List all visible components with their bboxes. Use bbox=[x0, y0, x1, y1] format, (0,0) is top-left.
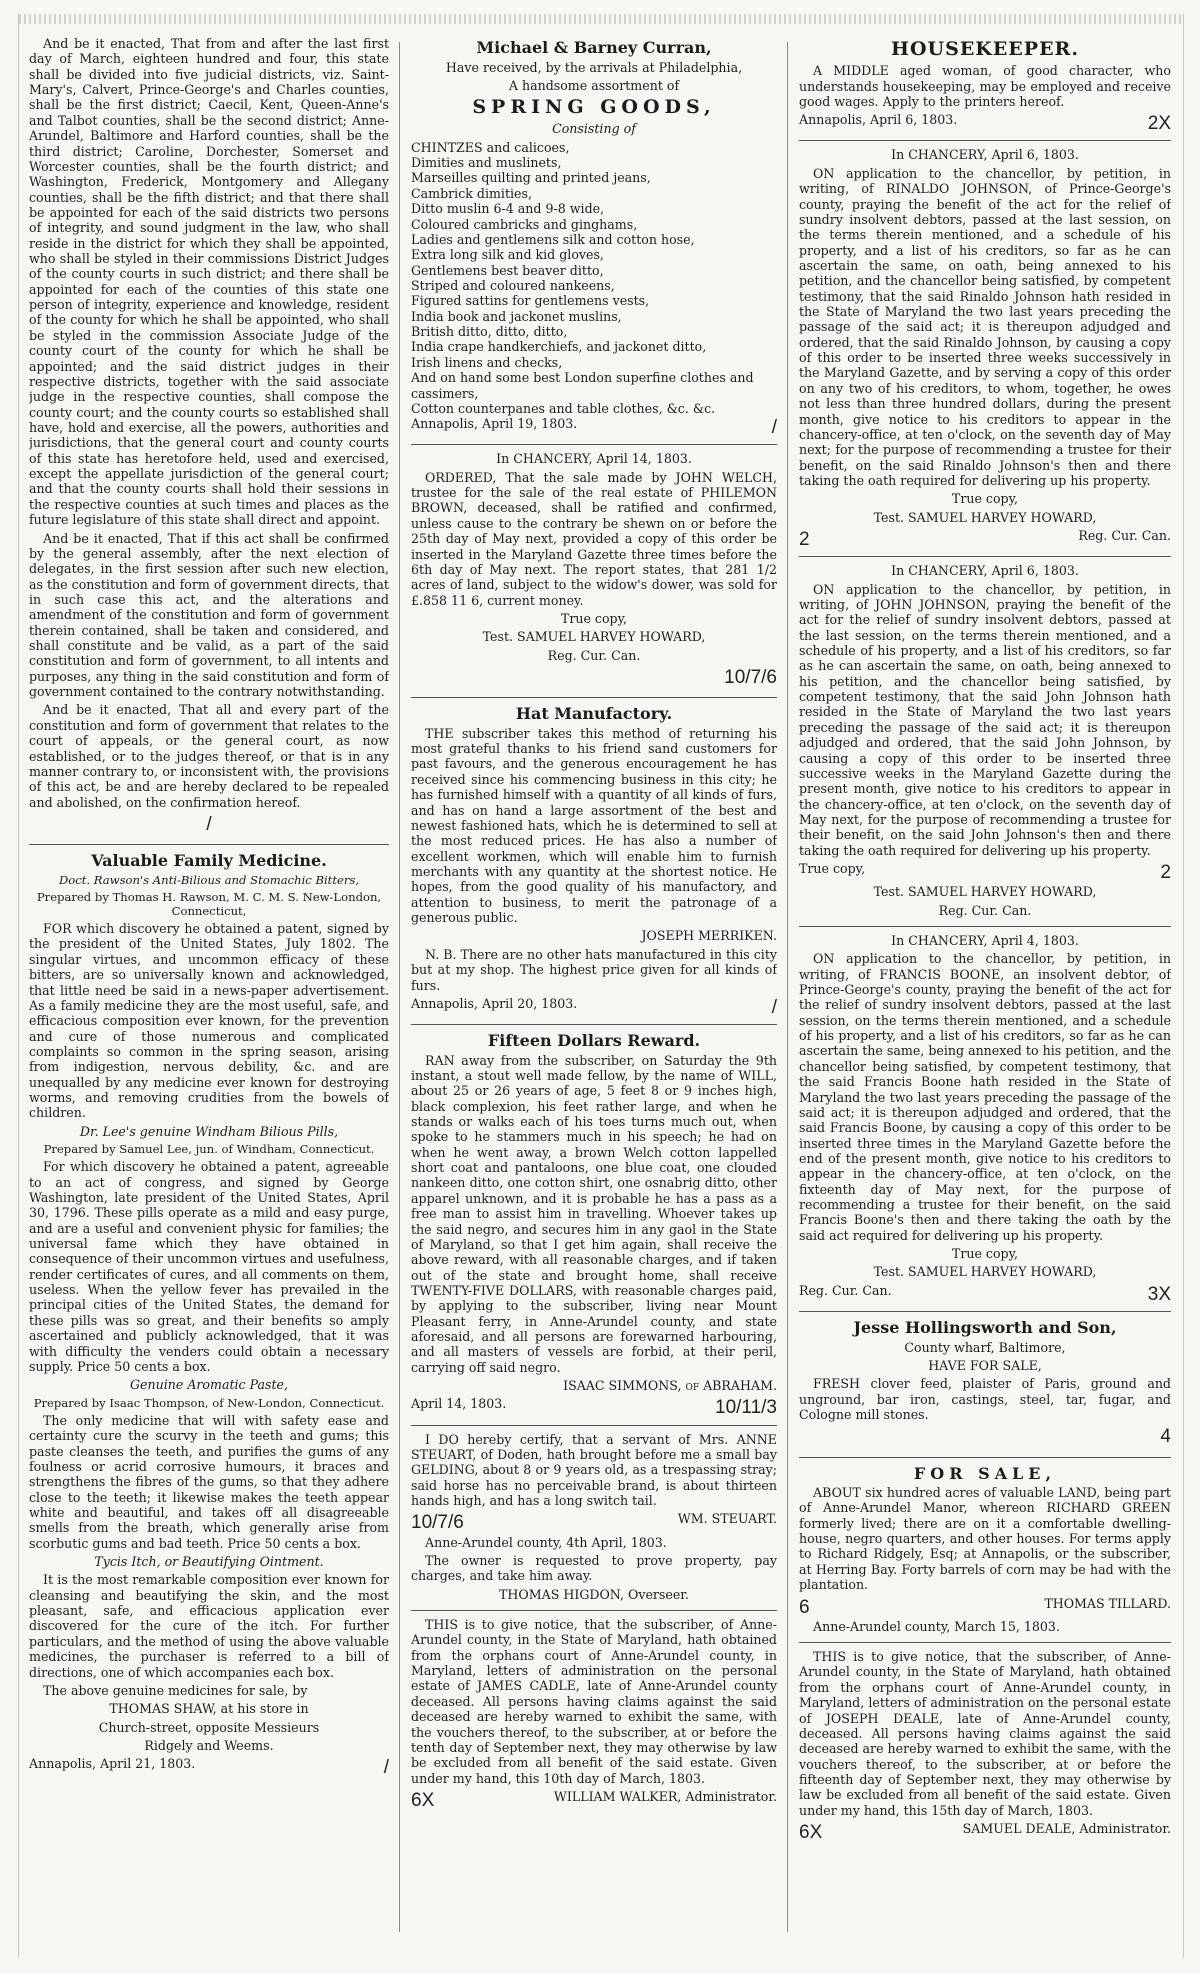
true-copy: True copy, bbox=[951, 491, 1019, 507]
goods-item: India book and jackonet muslins, bbox=[411, 308, 622, 324]
handwritten-mark: 6 bbox=[799, 1596, 810, 1618]
seller-address: Church-street, opposite Messieurs bbox=[98, 1719, 320, 1735]
handwritten-mark: 4 bbox=[1160, 1426, 1171, 1448]
steuart-sign bbox=[411, 1511, 777, 1534]
medicine-paragraph: The above genuine medicines for sale, by bbox=[43, 1682, 308, 1698]
goods-item: Extra long silk and kid gloves, bbox=[411, 247, 604, 263]
chancery-body: ON application to the chancellor, by petition, in writing, of JOHN JOHNSON, praying the benefit of the act for the relief of sundry insolvent debtors, passed at the last session, on the terms therein mentioned, and a schedule of his property, and a list of his creditors, so far as he can ascertain the same, on oath, being annexed to his petition, and the chancellor being satisfied, by competent testimony, that the said John Johnson hath resided in the State of Maryland the two last years preceding the passage of the said act; it is thereupon adjudged and ordered, that the said John Johnson, by causing a copy of this order to be inserted three successive weeks in the Maryland Gazette during the present month, give notice to his creditors to appear in the chancery-office, at ten o'clock, on the seventh day of May next, for the purpose of recommending a trustee for their benefit, on the said John Johnson's then and there taking the oath required for delivering up his property. bbox=[799, 581, 1171, 858]
goods-item: Dimities and muslinets, bbox=[411, 155, 562, 171]
chancery-title: In CHANCERY, April 4, 1803. bbox=[891, 932, 1079, 948]
hollingsworth-advertisement bbox=[799, 1318, 1171, 1457]
goods-item: Irish linens and checks, bbox=[411, 354, 563, 370]
reward-name: ISAAC SIMMONS, of ABRAHAM. bbox=[563, 1378, 777, 1394]
medicine-subhead: Dr. Lee's genuine Windham Bilious Pills, bbox=[79, 1123, 339, 1139]
hollingsworth-body: FRESH clover feed, plaister of Paris, ground and unground, bar iron, castings, steel, tar, fugar, and Cologne mill stones. bbox=[799, 1376, 1171, 1422]
reward-title: Fifteen Dollars Reward. bbox=[487, 1031, 701, 1051]
for-sale-sign bbox=[799, 1596, 1171, 1619]
column-1 bbox=[29, 36, 389, 1936]
consisting-of: Consisting of bbox=[552, 121, 636, 137]
true-copy: True copy, bbox=[560, 611, 628, 626]
hat-footer bbox=[411, 996, 777, 1019]
reward-advertisement bbox=[411, 1031, 777, 1426]
hat-note: N. B. There are no other hats manufactured in this city but at my shop. The highest price given for all kinds of furs. bbox=[411, 946, 777, 993]
curran-title: Michael & Barney Curran, bbox=[476, 38, 712, 57]
curran-line: A handsome assortment of bbox=[508, 77, 680, 93]
medicine-subhead: Genuine Aromatic Paste, bbox=[129, 1377, 289, 1393]
for-sale-body: ABOUT six hundred acres of valuable LAND, being part of Anne-Arundel Manor, whereon RICHARD GREEN formerly lived; there are on it a comfortable dwelling-house, negro quarters, and other houses. For terms apply to Richard Ridgely, Esq; at Annapolis, or the subscriber, at Herring Bay. Forty barrels of corn may be had with the plantation. bbox=[799, 1485, 1171, 1593]
medicine-subtitle: Doct. Rawson's Anti-Bilious and Stomachic Bitters, bbox=[58, 872, 360, 887]
law-paragraph: And be it enacted, That all and every part of the constitution and form of government that relates to the court of appeals, or the general court, as now established, or to the judges thereof, or that is in any manner contrary to, or inconsistent with, the provisions of this act, be and are hereby declared to be repealed and abolished, on the confirmation hereof. bbox=[29, 702, 389, 810]
medicine-prepared: Prepared by Thomas H. Rawson, M. C. M. S. New-London, Connecticut, bbox=[36, 889, 382, 918]
chancery-title: In CHANCERY, April 6, 1803. bbox=[891, 563, 1079, 579]
housekeeper-date: Annapolis, April 6, 1803. bbox=[799, 112, 958, 128]
handwritten-mark: 10/11/3 bbox=[715, 1397, 777, 1419]
column-rule bbox=[787, 42, 788, 1932]
goods-item: Ladies and gentlemens silk and cotton hose, bbox=[411, 231, 695, 247]
steuart-name: WM. STEUART. bbox=[677, 1511, 777, 1527]
chancery-body: ON application to the chancellor, by petition, in writing, of RINALDO JOHNSON, of Prince-George's county, praying the benefit of the act for the relief of sundry insolvent debtors, passed at the last session, on the terms therein mentioned, and a schedule of his property, and a list of his creditors, so far as he can ascertain the same, on oath, being annexed to his petition, and the chancellor being satisfied, by competent testimony, that the said Rinaldo Johnson hath resided in the State of Maryland the two last years preceding the passage of the said act; it is thereupon adjudged and ordered, that the said Rinaldo Johnson, by causing a copy of this order to be inserted three weeks successively in the Maryland Gazette, and by serving a copy of this order on any two of his creditors, to whom, together, he owes not less than three hundred dollars, during the present month, give notice to his creditors to appear in the chancery-office, at ten o'clock, on the seventh day of May next; for the purpose of recommending a trustee for their benefit, on the said Rinaldo Johnson's then and there taking the oath required for delivering up his property. bbox=[799, 165, 1171, 488]
handwritten-mark: 10/7/6 bbox=[724, 667, 777, 689]
column-rule bbox=[399, 42, 400, 1932]
medicine-prepared: Prepared by Samuel Lee, jun. of Windham, Connecticut. bbox=[43, 1142, 375, 1157]
goods-item: Cambrick dimities, bbox=[411, 185, 532, 201]
goods-item: Figured sattins for gentlemens vests, bbox=[411, 293, 650, 309]
seller-name: THOMAS SHAW, at his store in bbox=[109, 1701, 309, 1717]
housekeeper-advertisement bbox=[799, 38, 1171, 141]
goods-item: India crape handkerchiefs, and jackonet ditto, bbox=[411, 339, 707, 355]
reward-footer bbox=[411, 1396, 777, 1419]
top-edge bbox=[19, 14, 1183, 24]
goods-item: Striped and coloured nankeens, bbox=[411, 278, 615, 293]
spring-goods-title: SPRING GOODS, bbox=[472, 96, 716, 119]
handwritten-mark: 2 bbox=[1160, 862, 1171, 884]
registrar: Reg. Cur. Can. bbox=[799, 1282, 892, 1298]
handwritten-mark: 10/7/6 bbox=[411, 1512, 464, 1534]
goods-item: Cotton counterpanes and table clothes, &c. &c. bbox=[411, 400, 716, 416]
housekeeper-body: A MIDDLE aged woman, of good character, who understands housekeeping, may be employed and receive good wages. Apply to the printers hereof. bbox=[799, 63, 1171, 109]
true-copy-line bbox=[799, 861, 1171, 884]
goods-item: Ditto muslin 6-4 and 9-8 wide, bbox=[411, 201, 605, 217]
registrar: Reg. Cur. Can. bbox=[938, 902, 1032, 918]
chancery-title: In CHANCERY, April 6, 1803. bbox=[891, 147, 1079, 163]
handwritten-mark: 2 bbox=[799, 529, 810, 551]
reward-date: April 14, 1803. bbox=[411, 1396, 507, 1412]
goods-item: Coloured cambricks and ginghams, bbox=[411, 216, 638, 232]
cadle-body: THIS is to give notice, that the subscriber, of Anne-Arundel county, in the State of Maryland, hath obtained from the orphans court of Anne-Arundel county, in Maryland, letters of administration on the personal estate of JAMES CADLE, late of Anne-Arundel county deceased. All persons having claims against the said deceased are hereby warned to exhibit the same, with the vouchers thereof, to the subscriber, at or before the tenth day of September next, they may otherwise by law be excluded from all benefit of the said estate. Given under my hand, this 10th day of March, 1803. bbox=[411, 1617, 777, 1786]
medicine-footer bbox=[29, 1756, 389, 1779]
curran-advertisement bbox=[411, 38, 777, 445]
handwritten-mark: / bbox=[771, 996, 777, 1018]
medicine-advertisement bbox=[29, 851, 389, 1779]
handwritten-mark: / bbox=[383, 1757, 389, 1779]
law-paragraph: And be it enacted, That from and after the last first day of March, eighteen hundred and four, this state shall be divided into five judicial districts, viz. Saint-Mary's, Calvert, Prince-George's and Charles counties, shall be the first district; Caecil, Kent, Queen-Anne's and Talbot counties, shall be the second district; Anne-Arundel, Baltimore and Harford counties, shall be the third district; Caroline, Dorchester, Somerset and Worcester counties, shall be the fourth district; and Washington, Frederick, Montgomery and Allegany counties, shall be the fifth district; and that there shall be appointed for each of the said districts two persons of integrity, and sound judgment in the law, who shall reside in the district for which they shall be appointed, who shall be styled in their commissions District Judges of the county courts in such district; and there shall be appointed for each of the counties of this state one person of integrity, experience and knowledge, resident of the county for which he shall be appointed, who shall be styled in the commission Associate Judge of the county court of the county for which he shall be appointed; and the said district judges in their respective districts, together with the said associate judge in the respective counties, shall compose the county court; and the county courts so established shall have, hold and exercise, all the powers, authorities and jurisdictions, that the general court and county courts of this state has heretofore held, used and exercised, except the appellate jurisdiction of the general court; and that the county courts shall hold their sessions in the respective counties at such times and places as the future legislature of this state shall direct and appoint. bbox=[29, 36, 389, 528]
registrar: Reg. Cur. Can. bbox=[1078, 528, 1171, 544]
for-sale-title: FOR SALE, bbox=[913, 1463, 1057, 1483]
law-article bbox=[29, 36, 389, 845]
curran-footer bbox=[411, 416, 777, 439]
hat-body: THE subscriber takes this method of returning his most grateful thanks to his friend sand customers for past favours, and the generous encouragement he has received since his commencing business in this city; he has furnished himself with a quantity of all kinds of furs, and has on hand a large assortment of the best and newest fashioned hats, which he is determined to sell at the most reduced prices. He has also a number of excellent workmen, which will enable him to furnish merchants with any quantity at the shortest notice. He hopes, from the good quality of his manufactory, and attention to business, to merit the patronage of a generous public. bbox=[411, 725, 777, 926]
for-sale-advertisement bbox=[799, 1464, 1171, 1644]
medicine-paragraph: For which discovery he obtained a patent, agreeable to an act of congress, and signed by George Washington, late president of the United States, April 30, 1796. These pills operate as a mild and easy purge, and are a useful and convenient physic for families; the universal fame which they have obtained in consequence of their uncommon virtues and usefulness, render certificates of cures, and all comments on them, useless. When the yellow fever has prevailed in the principal cities of the United States, the demand for these pills was so great, and their benefits so amply ascertained and publicly acknowledged, that it was with difficulty the venders could obtain a necessary supply. Price 50 cents a box. bbox=[29, 1159, 389, 1374]
housekeeper-footer bbox=[799, 112, 1171, 135]
hat-advertisement bbox=[411, 704, 777, 1025]
hat-title: Hat Manufactory. bbox=[515, 704, 673, 724]
goods-item: And on hand some best London superfine clothes and cassimers, bbox=[411, 370, 754, 401]
chancery-rinaldo bbox=[799, 147, 1171, 557]
steuart-owner: The owner is requested to prove property, pay charges, and take him away. bbox=[411, 1552, 777, 1584]
seller-address: Ridgely and Weems. bbox=[144, 1737, 274, 1753]
steuart-date: Anne-Arundel county, 4th April, 1803. bbox=[425, 1534, 667, 1550]
for-sale-name: THOMAS TILLARD. bbox=[1044, 1595, 1171, 1611]
cadle-notice bbox=[411, 1617, 777, 1812]
hollingsworth-line: County wharf, Baltimore, bbox=[904, 1339, 1066, 1355]
attestation: Test. SAMUEL HARVEY HOWARD, bbox=[873, 1264, 1097, 1280]
column-2 bbox=[411, 36, 777, 1936]
goods-item: Gentlemens best beaver ditto, bbox=[411, 262, 604, 278]
registrar-line bbox=[799, 528, 1171, 551]
medicine-paragraph: It is the most remarkable composition ever known for cleansing and beautifying the skin, and the most pleasant, safe, and efficacious application ever discovered for the cure of the itch. For further particulars, and the method of using the above valuable medicines, the purchaser is referred to a bill of directions, one of which accompanies each box. bbox=[29, 1572, 389, 1680]
chancery-body: ORDERED, That the sale made by JOHN WELCH, trustee for the sale of the real estate of PHILEMON BROWN, deceased, shall be ratified and confirmed, unless cause to the contrary be shewn on or before the 25th day of May next, provided a copy of this order be inserted in the Maryland Gazette three times before the 6th day of May next. The report states, that 281 1/2 acres of land, subject to the widow's dower, was sold for £.858 11 6, current money. bbox=[411, 469, 777, 608]
hollingsworth-title: Jesse Hollingsworth and Son, bbox=[853, 1318, 1117, 1338]
handwritten-mark: 6X bbox=[799, 1822, 823, 1844]
chancery-title: In CHANCERY, April 14, 1803. bbox=[496, 451, 692, 467]
handwritten-mark: / bbox=[206, 813, 212, 835]
goods-item: CHINTZES and calicoes, bbox=[411, 139, 570, 155]
deale-name: SAMUEL DEALE, Administrator. bbox=[962, 1821, 1171, 1837]
hollingsworth-line: HAVE FOR SALE, bbox=[928, 1357, 1042, 1373]
medicine-date: Annapolis, April 21, 1803. bbox=[29, 1756, 196, 1772]
handwritten-mark: 3X bbox=[1147, 1283, 1171, 1305]
handwritten-mark: / bbox=[771, 417, 777, 439]
newspaper-page bbox=[18, 14, 1184, 1958]
overseer-name: THOMAS HIGDON, Overseer. bbox=[499, 1586, 689, 1602]
handwritten-mark: 6X bbox=[411, 1790, 435, 1811]
attestation: Test. SAMUEL HARVEY HOWARD, bbox=[873, 884, 1097, 900]
law-paragraph: And be it enacted, That if this act shall be confirmed by the general assembly, after the next election of delegates, in the first session after such new election, as the constitution and form of government directs, that in such case this act, and the alterations and amendment of the constitution and form of government therein contained, shall be taken and considered, and shall constitute and be valid, as a part of the said constitution and form of government, to all intents and purposes, any thing in the said constitution and form of government contained to the contrary notwithstanding. bbox=[29, 530, 389, 700]
attestation: Test. SAMUEL HARVEY HOWARD, bbox=[482, 629, 706, 645]
handwritten-mark: 2X bbox=[1147, 113, 1171, 135]
goods-list bbox=[411, 140, 777, 416]
medicine-paragraph: The only medicine that will with safety ease and certainty cure the scurvy in the teeth and gums; this paste cleanses the teeth, and purifies the gums of any foulness or acrid corrosive humours, it braces and strengthens the fibres of the gums, so that they adhere close to the teeth; it likewise makes the teeth appear white and beautiful, and takes off all disagreeable smells from the breath, which generally arise from scorbutic gums and bad teeth. Price 50 cents a box. bbox=[29, 1412, 389, 1551]
cadle-name: WILLIAM WALKER, Administrator. bbox=[553, 1789, 777, 1804]
curran-line: Have received, by the arrivals at Philadelphia, bbox=[445, 59, 743, 75]
true-copy: True copy, bbox=[951, 1246, 1019, 1262]
deale-body: THIS is to give notice, that the subscriber, of Anne-Arundel county, in the State of Maryland, hath obtained from the orphans court of Anne-Arundel county, in Maryland, letters of administration on the personal estate of JOSEPH DEALE, late of Anne-Arundel county, deceased. All persons having claims against the said deceased are hereby warned to exhibit the same, with the vouchers thereof, to the subscriber, at or before the fifteenth day of September next, they may otherwise by law be excluded from all benefit of the said estate. Given under my hand, this 15th day of March, 1803. bbox=[799, 1649, 1171, 1818]
hat-name: JOSEPH MERRIKEN. bbox=[641, 928, 777, 944]
goods-item: British ditto, ditto, ditto, bbox=[411, 324, 568, 340]
medicine-prepared: Prepared by Isaac Thompson, of New-London, Connecticut. bbox=[33, 1395, 385, 1410]
medicine-title: Valuable Family Medicine. bbox=[91, 851, 327, 871]
medicine-subhead: Tycis Itch, or Beautifying Ointment. bbox=[94, 1554, 324, 1570]
chancery-john bbox=[799, 563, 1171, 927]
chancery-welch bbox=[411, 451, 777, 698]
column-3 bbox=[799, 36, 1171, 1936]
cadle-sign bbox=[411, 1789, 777, 1812]
housekeeper-title: HOUSEKEEPER. bbox=[891, 38, 1079, 60]
for-sale-date: Anne-Arundel county, March 15, 1803. bbox=[813, 1618, 1060, 1634]
registrar: Reg. Cur. Can. bbox=[547, 647, 641, 663]
reward-body: RAN away from the subscriber, on Saturday the 9th instant, a stout well made fellow, by the name of WILL, about 25 or 26 years of age, 5 feet 8 or 9 inches high, black complexion, his feet rather large, and when he stands or walks each of his toes turns much out, when spoke to he stammers much in his speech; he had on when he went away, a brown Welch cotton lappelled short coat and pantaloons, one blue coat, one clouded nankeen ditto, one cotton shirt, one osnabrig ditto, other apparel unknown, and it is probable he has a pass as a free man to assist him in travelling. Whoever takes up the said negro, and secures him in any gaol in the State of Maryland, so that I get him again, shall receive the above reward, with all reasonable charges, and if taken out of the state and brought home, shall receive TWENTY-FIVE DOLLARS, with reasonable charges paid, by applying to the subscriber, living near Mount Pleasant ferry, in Anne-Arundel county, and state aforesaid, and all persons are forewarned harbouring, and all masters of vessels are forbid, at their peril, carrying off said negro. bbox=[411, 1052, 777, 1375]
steuart-body: I DO hereby certify, that a servant of Mrs. ANNE STEUART, of Doden, hath brought before me a small bay GELDING, about 8 or 9 years old, as a trespassing stray; said horse has no perceivable brand, is about thirteen hands high, and has a long switch tail. bbox=[411, 1431, 777, 1509]
registrar-line bbox=[799, 1283, 1171, 1306]
chancery-boone bbox=[799, 933, 1171, 1312]
chancery-body: ON application to the chancellor, by petition, in writing, of FRANCIS BOONE, an insolvent debtor, of Prince-George's county, praying the benefit of the act for the relief of sundry insolvent debtors, passed at the last session, on the terms therein mentioned, and a schedule of his property, and a list of his creditors, so far as he can ascertain the same, being annexed to his petition, and the chancellor being satisfied, by competent testimony, that the said Francis Boone hath resided in the State of Maryland the two last years preceding the passage of the said act; it is thereupon adjudged and ordered, that the said Francis Boone, by causing a copy of this order to be inserted three times in the Maryland Gazette before the end of the present month, give notice to his creditors to appear in the chancery-office, at ten o'clock, on the fixteenth day of May next, for the purpose of recommending a trustee for their benefit, on the said Francis Boone's then and there taking the oath by the said act required for delivering up his property. bbox=[799, 951, 1171, 1243]
curran-date: Annapolis, April 19, 1803. bbox=[411, 416, 578, 432]
true-copy: True copy, bbox=[799, 861, 866, 877]
steuart-notice bbox=[411, 1432, 777, 1611]
deale-notice bbox=[799, 1649, 1171, 1844]
goods-item: Marseilles quilting and printed jeans, bbox=[411, 170, 651, 186]
medicine-paragraph: FOR which discovery he obtained a patent, signed by the president of the United States, July 1802. The singular virtues, and uncommon efficacy of these bitters, are so universally known and acknowledged, that little need be said in a news-paper advertisement. As a family medicine they are the most useful, safe, and efficacious composition ever known, for the prevention and cure of those numerous and complicated complaints so common in the spring season, arising from indigestion, nervous debility, &c. and are unequalled by any medicine ever known for destroying worms, and removing crudities from the bowels of children. bbox=[29, 921, 389, 1121]
hat-date: Annapolis, April 20, 1803. bbox=[411, 995, 578, 1011]
deale-sign bbox=[799, 1821, 1171, 1844]
attestation: Test. SAMUEL HARVEY HOWARD, bbox=[873, 509, 1097, 525]
